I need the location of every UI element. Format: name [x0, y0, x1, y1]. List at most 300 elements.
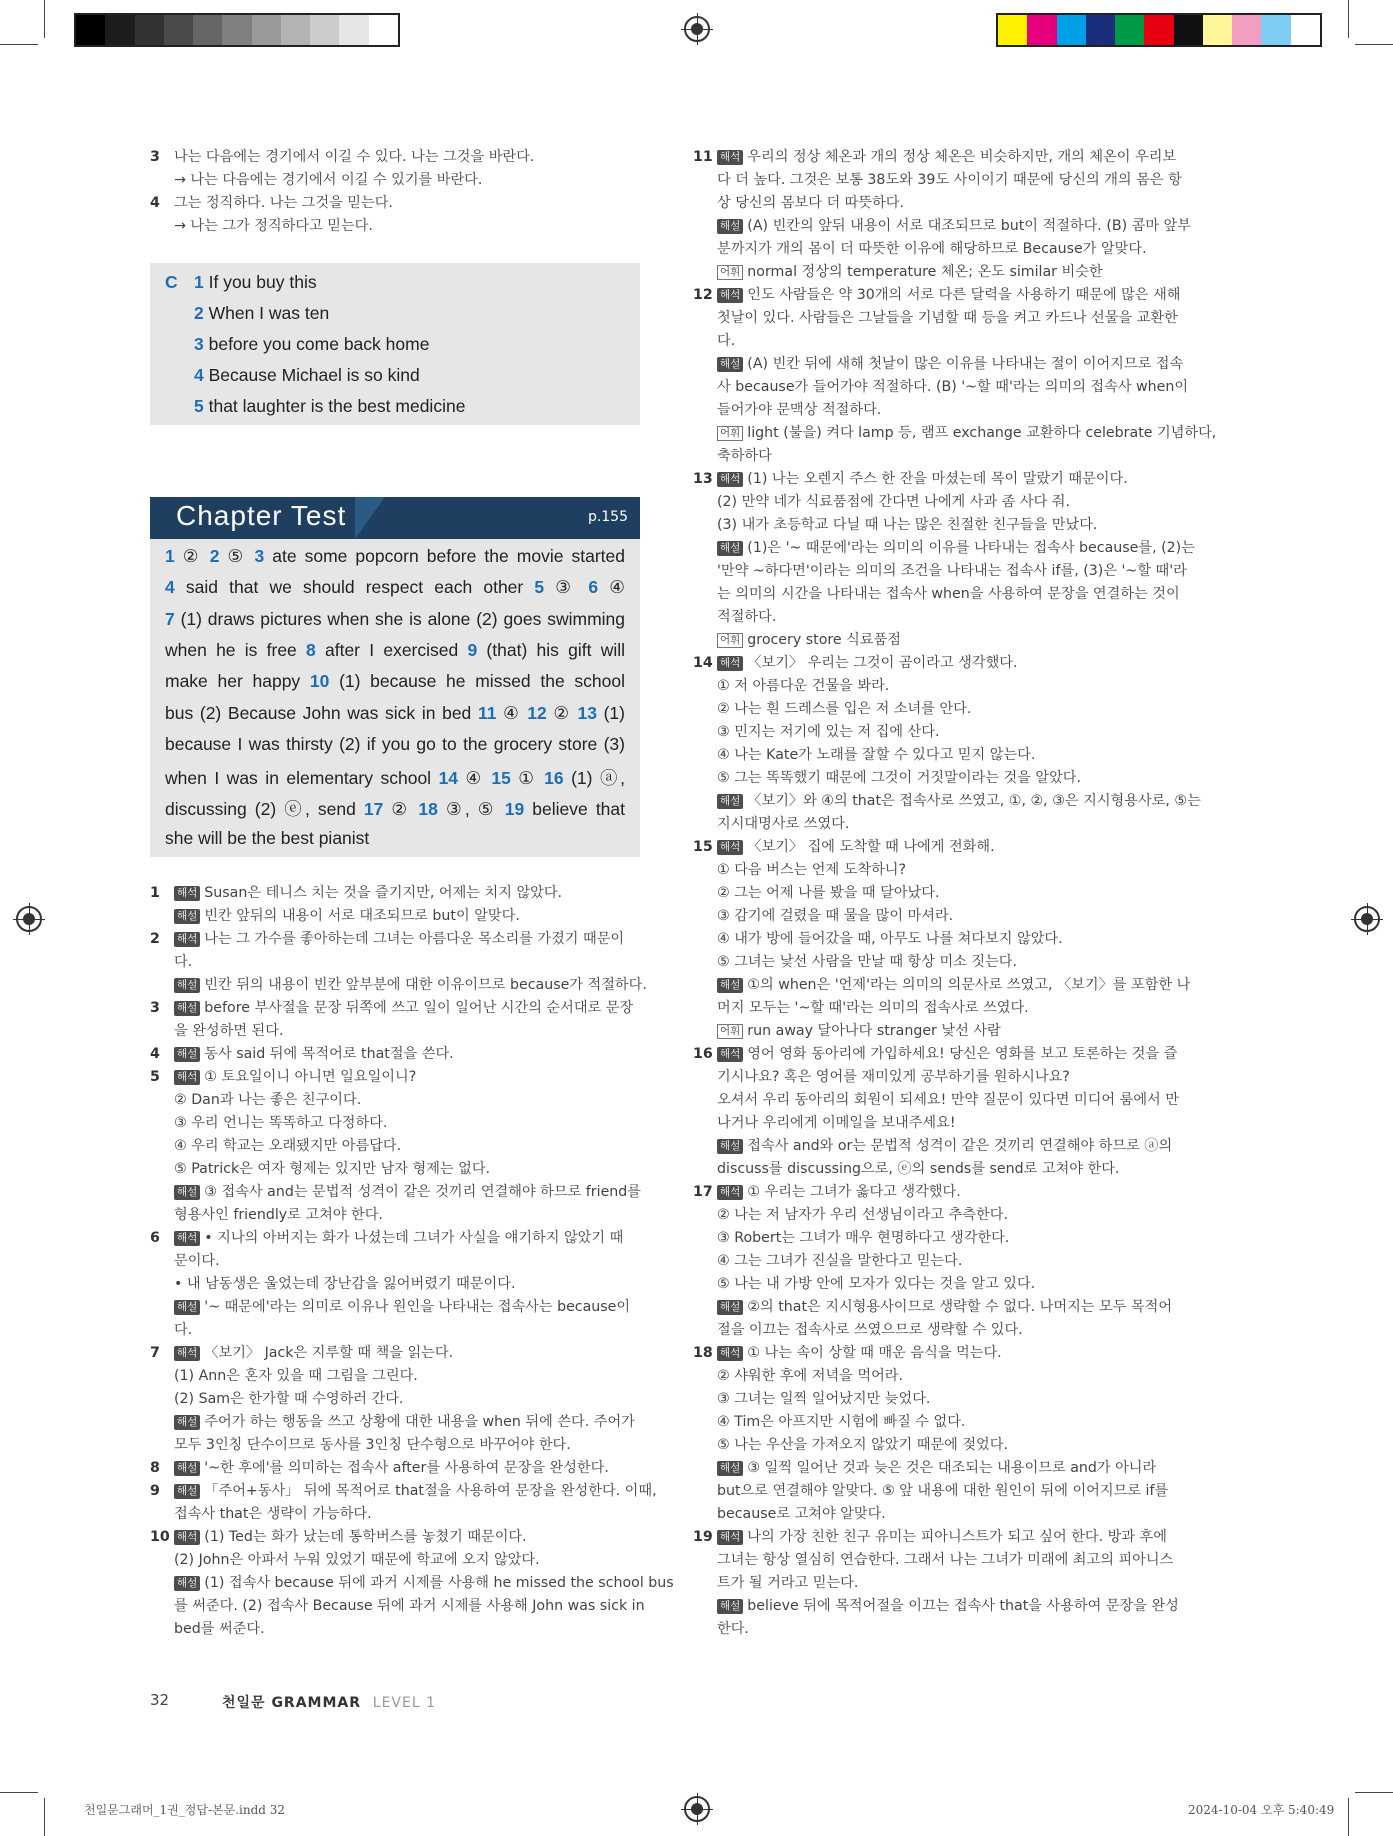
- answer-number: 9: [467, 639, 478, 660]
- line-text: 나의 가장 친한 친구 유미는 피아니스트가 되고 싶어 한다. 방과 후에: [747, 1529, 1167, 1545]
- section-c-item: [194, 303, 329, 324]
- explanation-line: [693, 675, 1193, 698]
- explanation-line: [150, 1342, 640, 1365]
- explanation-line: [693, 514, 1193, 537]
- explanation-line: [693, 353, 1193, 376]
- explanation-line: [693, 652, 1193, 675]
- explanation-line: [693, 767, 1193, 790]
- item-number: 12: [693, 287, 713, 303]
- explanation-line: [150, 1066, 640, 1089]
- line-text: ④ 내가 방에 들어갔을 때, 아무도 나를 쳐다보지 않았다.: [717, 931, 1063, 947]
- translation-tag: 해석: [717, 1346, 743, 1361]
- line-text: ① 나는 속이 상할 때 매운 음식을 먹는다.: [747, 1345, 1002, 1361]
- explanation-tag: 해설: [717, 794, 743, 809]
- item-number: 15: [693, 839, 713, 855]
- crop-mark: [44, 0, 45, 38]
- explanation-line: [150, 974, 647, 997]
- explanation-line: [693, 1319, 1193, 1342]
- line-text: (3) 내가 초등학교 다닐 때 나는 많은 친절한 친구들을 만났다.: [717, 517, 1098, 533]
- section-c-item: [194, 396, 465, 417]
- line-text: normal 정상의 temperature 체온; 온도 similar 비슷한: [747, 264, 1103, 280]
- line-text: 문이다.: [174, 1253, 220, 1269]
- chapter-test-answers: [150, 539, 640, 857]
- item-text: When I was ten: [208, 303, 330, 323]
- item-number: 14: [693, 655, 713, 671]
- line-text: ④ 나는 Kate가 노래를 잘할 수 있다고 믿지 않는다.: [717, 747, 1036, 763]
- explanation-line: [693, 859, 1193, 882]
- explanation-tag: 해설: [174, 1300, 200, 1315]
- translation-tag: 해석: [717, 150, 743, 165]
- answer-number: 1: [165, 546, 175, 566]
- explanation-tag: 해설: [174, 1484, 200, 1499]
- line-text: bed를 써준다.: [174, 1621, 265, 1637]
- explanation-tag: 해설: [717, 1599, 743, 1614]
- explanation-line: [693, 1411, 1193, 1434]
- explanation-tag: 해설: [174, 909, 200, 924]
- explanation-line: [693, 1526, 1193, 1549]
- explanation-line: [150, 1112, 640, 1135]
- item-number: 5: [194, 396, 204, 416]
- line-text: 모두 3인칭 단수이므로 동사를 3인칭 단수형으로 바꾸어야 한다.: [174, 1437, 571, 1453]
- line-text: ① 토요일이니 아니면 일요일이니?: [204, 1069, 417, 1085]
- item-number: 4: [194, 365, 204, 385]
- explanation-line: [150, 1411, 640, 1434]
- explanation-line: [150, 1549, 640, 1572]
- explanation-line: [693, 1066, 1193, 1089]
- item-number: 2: [150, 931, 160, 947]
- line-text: 나거나 우리에게 이메일을 보내주세요!: [717, 1115, 956, 1131]
- line-text: 영어 영화 동아리에 가입하세요! 당신은 영화를 보고 토론하는 것을 즐: [747, 1046, 1178, 1062]
- registration-mark-icon: [1354, 906, 1380, 932]
- chapter-test-line: because I was thirsty (2) if you go to the grocery store (3): [165, 733, 625, 754]
- explanation-line: [150, 1043, 640, 1066]
- explanation-line: [693, 1043, 1193, 1066]
- explanation-line: [693, 1618, 1193, 1641]
- explanation-line: [693, 1181, 1193, 1204]
- explanation-line: [150, 1020, 640, 1043]
- explanation-line: [693, 744, 1193, 767]
- translation-tag: 해석: [717, 656, 743, 671]
- explanation-line: [693, 1112, 1193, 1135]
- item-number: 19: [693, 1529, 713, 1545]
- line-text: 지시대명사로 쓰였다.: [717, 816, 850, 832]
- explanation-line: [693, 1342, 1193, 1365]
- explanation-line: [150, 1089, 640, 1112]
- crop-mark: [0, 1792, 38, 1793]
- line-text: 「주어+동사」 뒤에 목적어로 that절을 사용하여 문장을 완성한다. 이때,: [204, 1483, 657, 1499]
- explanation-tag: 해설: [717, 541, 743, 556]
- explanation-line: [693, 422, 1217, 445]
- translation-tag: 해석: [717, 840, 743, 855]
- translation-tag: 해석: [174, 932, 200, 947]
- line-text: discuss를 discussing으로, ⓔ의 sends를 send로 고쳐야 한다.: [717, 1161, 1120, 1177]
- line-text: 빈칸 앞뒤의 내용이 서로 대조되므로 but이 알맞다.: [204, 908, 520, 924]
- vocabulary-tag: 어휘: [717, 1024, 743, 1039]
- line-text: (1) 나는 오렌지 주스 한 잔을 마셨는데 목이 말랐기 때문이다.: [747, 471, 1128, 487]
- section-c-item: [194, 334, 429, 355]
- crop-mark: [1355, 44, 1393, 45]
- explanation-line: [693, 1273, 1193, 1296]
- line-text: • 지나의 아버지는 화가 나셨는데 그녀가 사실을 얘기하지 않았기 때: [204, 1230, 624, 1246]
- explanation-line: [693, 836, 1193, 859]
- line-text: 적절하다.: [717, 609, 777, 625]
- explanation-line: [693, 1595, 1193, 1618]
- crop-mark: [0, 44, 38, 45]
- line-text: 절을 이끄는 접속사로 쓰였으므로 생략할 수 있다.: [717, 1322, 1023, 1338]
- registration-mark-icon: [684, 1796, 710, 1822]
- explanation-line: [693, 169, 1193, 192]
- line-text: 다.: [174, 1322, 193, 1338]
- item-number: 13: [693, 471, 713, 487]
- explanation-line: [693, 1365, 1193, 1388]
- item-number: 2: [194, 303, 204, 323]
- line-text: ② 샤워한 후에 저녁을 먹어라.: [717, 1368, 904, 1384]
- line-text: (1) Ann은 혼자 있을 때 그림을 그린다.: [174, 1368, 418, 1384]
- explanation-line: [693, 238, 1193, 261]
- explanation-line: [150, 1135, 640, 1158]
- explanation-line: [693, 928, 1193, 951]
- line-text: 오셔서 우리 동아리의 회원이 되세요! 만약 질문이 있다면 미디어 룸에서 만: [717, 1092, 1179, 1108]
- explanation-tag: 해설: [717, 357, 743, 372]
- explanation-line: [693, 1549, 1193, 1572]
- item-number: 16: [693, 1046, 713, 1062]
- line-text: 을 완성하면 된다.: [174, 1023, 284, 1039]
- answer-line: [150, 215, 640, 238]
- line-text: grocery store 식료품점: [747, 632, 901, 648]
- line-text: 〈보기〉 집에 도착할 때 나에게 전화해.: [747, 839, 995, 855]
- line-text: 머지 모두는 '~할 때'라는 의미의 접속사로 쓰였다.: [717, 1000, 1029, 1016]
- answer-number: 15: [491, 768, 511, 789]
- explanation-tag: 해설: [717, 1300, 743, 1315]
- item-number: 4: [150, 195, 160, 211]
- item-number: 18: [693, 1345, 713, 1361]
- line-text: run away 달아나다 stranger 낯선 사람: [747, 1023, 1001, 1039]
- line-text: 빈칸 뒤의 내용이 빈칸 앞부분에 대한 이유이므로 because가 적절하다.: [204, 977, 647, 993]
- explanation-tag: 해설: [174, 1576, 200, 1591]
- explanation-line: [150, 1595, 645, 1618]
- explanation-line: [693, 376, 1193, 399]
- line-text: 한다.: [717, 1621, 749, 1637]
- item-number: 11: [693, 149, 713, 165]
- explanation-line: [693, 882, 1193, 905]
- chapter-test-page-ref: p.155: [587, 509, 628, 525]
- line-text: 나는 그 가수를 좋아하는데 그녀는 아름다운 목소리를 가졌기 때문이: [204, 931, 625, 947]
- line-text: ③ 일찍 일어난 것과 늦은 것은 대조되는 내용이므로 and가 아니라: [747, 1460, 1157, 1476]
- chapter-test-line: when I was in elementary school 14 ④ 15 ① 16 (1) ⓐ,: [165, 768, 625, 789]
- line-text: ③ 민지는 저기에 있는 저 집에 산다.: [717, 724, 940, 740]
- vocabulary-tag: 어휘: [717, 426, 743, 441]
- explanation-line: [693, 1296, 1193, 1319]
- line-text: ②의 that은 지시형용사이므로 생략할 수 없다. 나머지는 모두 목적어: [747, 1299, 1173, 1315]
- line-text: (1) Ted는 화가 났는데 통학버스를 놓쳤기 때문이다.: [204, 1529, 527, 1545]
- item-number: 5: [150, 1069, 160, 1085]
- translation-tag: 해석: [717, 472, 743, 487]
- answer-number: 5: [534, 577, 545, 598]
- line-text: 다.: [174, 954, 193, 970]
- explanation-tag: 해설: [717, 1461, 743, 1476]
- line-text: ⑤ 나는 우산을 가져오지 않았기 때문에 젖었다.: [717, 1437, 1008, 1453]
- line-text: (1) 접속사 because 뒤에 과거 시제를 사용해 he missed the school bus: [204, 1575, 674, 1591]
- explanation-line: [693, 537, 1193, 560]
- line-text: ⑤ 나는 내 가방 안에 모자가 있다는 것을 알고 있다.: [717, 1276, 1036, 1292]
- explanation-tag: 해설: [717, 978, 743, 993]
- answer-number: 13: [577, 702, 597, 723]
- explanation-line: [150, 951, 640, 974]
- answer-number: 14: [438, 768, 459, 789]
- line-text: (2) Sam은 한가할 때 수영하러 간다.: [174, 1391, 404, 1407]
- chapter-test-line: 1 ② 2 ⑤ 3 ate some popcorn before the movie started: [165, 546, 626, 566]
- explanation-tag: 해설: [717, 1139, 743, 1154]
- line-text: 〈보기〉와 ④의 that은 접속사로 쓰였고, ①, ②, ③은 지시형용사로, ⑤는: [747, 793, 1201, 809]
- explanation-line: [693, 261, 1193, 284]
- answer-line: [150, 192, 640, 215]
- explanation-line: [693, 1503, 1193, 1526]
- explanation-line: [150, 1319, 640, 1342]
- crop-mark: [1348, 1798, 1349, 1836]
- line-text: '~ 때문에'라는 의미로 이유나 원인을 나타내는 접속사는 because이: [204, 1299, 631, 1315]
- explanation-line: [150, 905, 640, 928]
- line-text: (A) 빈칸의 앞뒤 내용이 서로 대조되므로 but이 적절하다. (B) 콤마 앞부: [747, 218, 1191, 234]
- item-number: 4: [150, 1046, 160, 1062]
- chapter-test-line: make her happy 10 (1) because he missed the school: [165, 671, 625, 692]
- explanation-line: [150, 1434, 640, 1457]
- exercise-b-answers: [150, 146, 640, 238]
- line-text: (2) 만약 네가 식료품점에 간다면 나에게 사과 좀 사다 줘.: [717, 494, 1071, 510]
- translation-tag: 해석: [717, 1185, 743, 1200]
- item-text: If you buy this: [208, 272, 317, 292]
- line-text: ④ 우리 학교는 오래됐지만 아름답다.: [174, 1138, 402, 1154]
- item-number: 1: [150, 885, 160, 901]
- section-c-item: [194, 365, 420, 386]
- chapter-test-line: 7 (1) draws pictures when she is alone (2) goes swimming: [165, 608, 625, 629]
- line-text: 〈보기〉 Jack은 지루할 때 책을 읽는다.: [204, 1345, 454, 1361]
- line-text: ④ 그는 그녀가 진실을 말한다고 믿는다.: [717, 1253, 963, 1269]
- item-number: 6: [150, 1230, 160, 1246]
- explanation-line: [693, 1457, 1193, 1480]
- answer-number: 4: [165, 577, 175, 598]
- explanation-line: [693, 560, 1193, 583]
- explanation-tag: 해설: [174, 1185, 200, 1200]
- explanation-line: [693, 1388, 1193, 1411]
- line-text: (A) 빈칸 뒤에 새해 첫날이 많은 이유를 나타내는 절이 이어지므로 접속: [747, 356, 1184, 372]
- explanation-line: [693, 468, 1193, 491]
- explanation-line: [693, 1204, 1193, 1227]
- slug-date: 2024-10-04 오후 5:40:49: [1188, 1803, 1335, 1817]
- line-text: '~한 후에'를 의미하는 접속사 after를 사용하여 문장을 완성한다.: [204, 1460, 609, 1476]
- line-text: ③ 그녀는 일찍 일어났지만 늦었다.: [717, 1391, 931, 1407]
- line-text: → 나는 다음에는 경기에서 이길 수 있기를 바란다.: [174, 172, 483, 188]
- explanation-line: [693, 905, 1193, 928]
- explanation-line: [693, 1158, 1193, 1181]
- explanation-line: [693, 192, 1193, 215]
- line-text: 주어가 하는 행동을 쓰고 상황에 대한 내용을 when 뒤에 쓴다. 주어가: [204, 1414, 635, 1430]
- line-text: 그는 정직하다. 나는 그것을 믿는다.: [174, 195, 393, 211]
- explanation-line: [150, 1572, 674, 1595]
- explanation-line: [693, 951, 1193, 974]
- page-number: 32: [150, 1691, 170, 1709]
- line-text: 인도 사람들은 약 30개의 서로 다른 달력을 사용하기 때문에 많은 새해: [747, 287, 1181, 303]
- answer-number: 18: [418, 799, 438, 820]
- line-text: 〈보기〉 우리는 그것이 곰이라고 생각했다.: [747, 655, 1018, 671]
- line-text: ①의 when은 '언제'라는 의미의 의문사로 쓰였고, 〈보기〉를 포함한 나: [747, 977, 1191, 993]
- answer-number: 12: [527, 702, 547, 723]
- explanation-line: [150, 1480, 657, 1503]
- answer-number: 16: [544, 768, 564, 789]
- explanation-line: [693, 445, 1193, 468]
- translation-tag: 해석: [174, 886, 200, 901]
- line-text: light (불을) 켜다 lamp 등, 램프 exchange 교환하다 celebrate 기념하다,: [747, 425, 1217, 441]
- explanation-line: [150, 1457, 640, 1480]
- explanation-tag: 해설: [174, 1415, 200, 1430]
- answer-line: [150, 169, 640, 192]
- line-text: 형용사인 friendly로 고쳐야 한다.: [174, 1207, 383, 1223]
- item-number: 8: [150, 1460, 160, 1476]
- item-text: that laughter is the best medicine: [208, 396, 466, 416]
- answer-number: 2: [209, 546, 220, 566]
- line-text: ① 저 아름다운 건물을 봐라.: [717, 678, 890, 694]
- answer-number: 17: [363, 799, 384, 820]
- line-text: 나는 다음에는 경기에서 이길 수 있다. 나는 그것을 바란다.: [174, 149, 535, 165]
- translation-tag: 해석: [174, 1346, 200, 1361]
- line-text: ① 우리는 그녀가 옳다고 생각했다.: [747, 1184, 961, 1200]
- line-text: 첫날이 있다. 사람들은 그날들을 기념할 때 등을 켜고 카드나 선물을 교환한: [717, 310, 1178, 326]
- line-text: 들어가야 문맥상 적절하다.: [717, 402, 882, 418]
- line-text: → 나는 그가 정직하다고 믿는다.: [174, 218, 373, 234]
- explanation-line: [693, 399, 1193, 422]
- vocabulary-tag: 어휘: [717, 633, 743, 648]
- line-text: (2) John은 아파서 누워 있었기 때문에 학교에 오지 않았다.: [174, 1552, 540, 1568]
- translation-tag: 해석: [174, 1231, 200, 1246]
- translation-tag: 해석: [717, 288, 743, 303]
- explanation-line: [150, 1273, 640, 1296]
- line-text: ⑤ 그는 똑똑했기 때문에 그것이 거짓말이라는 것을 알았다.: [717, 770, 1082, 786]
- explanation-line: [150, 1526, 640, 1549]
- line-text: ⑤ Patrick은 여자 형제는 있지만 남자 형제는 없다.: [174, 1161, 491, 1177]
- explanation-tag: 해설: [174, 978, 200, 993]
- line-text: ② 나는 저 남자가 우리 선생님이라고 추측한다.: [717, 1207, 1008, 1223]
- line-text: • 내 남동생은 울었는데 장난감을 잃어버렸기 때문이다.: [174, 1276, 516, 1292]
- line-text: but으로 연결해야 알맞다. ⑤ 앞 내용에 대한 원인이 뒤에 이어지므로 if를: [717, 1483, 1169, 1499]
- explanation-line: [693, 1434, 1193, 1457]
- line-text: believe 뒤에 목적어절을 이끄는 접속사 that을 사용하여 문장을 완성: [747, 1598, 1179, 1614]
- line-text: 기시나요? 혹은 영어를 재미있게 공부하기를 원하시나요?: [717, 1069, 1070, 1085]
- chapter-test-title: Chapter Test: [176, 500, 347, 531]
- line-text: '만약 ~하다면'이라는 의미의 조건을 나타내는 접속사 if를, (3)은 '~할 때'라: [717, 563, 1187, 579]
- line-text: 접속사 that은 생략이 가능하다.: [174, 1506, 372, 1522]
- item-number: 3: [150, 1000, 160, 1016]
- line-text: ③ 접속사 and는 문법적 성격이 같은 것끼리 연결해야 하므로 friend를: [204, 1184, 642, 1200]
- explanation-line: [150, 1296, 640, 1319]
- translation-tag: 해석: [174, 1530, 200, 1545]
- answer-number: 8: [306, 639, 316, 660]
- explanation-line: [693, 1089, 1193, 1112]
- explanation-line: [693, 1135, 1193, 1158]
- explanation-line: [693, 629, 1193, 652]
- chapter-test-line: 4 said that we should respect each other 5 ③ 6 ④: [165, 577, 625, 598]
- explanation-line: [150, 1365, 640, 1388]
- explanation-line: [150, 1204, 640, 1227]
- explanation-tag: 해설: [174, 1001, 200, 1016]
- explanation-line: [150, 1618, 640, 1641]
- explanation-line: [693, 284, 1193, 307]
- explanation-line: [693, 606, 1193, 629]
- line-text: before 부사절을 문장 뒤쪽에 쓰고 일이 일어난 시간의 순서대로 문장: [204, 1000, 634, 1016]
- line-text: ③ 감기에 걸렸을 때 물을 많이 마셔라.: [717, 908, 954, 924]
- explanation-tag: 해설: [174, 1461, 200, 1476]
- explanation-line: [150, 1388, 640, 1411]
- explanation-line: [693, 1250, 1193, 1273]
- explanation-line: [693, 330, 1193, 353]
- color-bar: [996, 13, 1322, 47]
- chapter-test-line: she will be the best pianist: [165, 827, 370, 848]
- book-title: 천일문 GRAMMAR LEVEL 1: [222, 1695, 437, 1711]
- line-text: ③ 우리 언니는 똑똑하고 다정하다.: [174, 1115, 388, 1131]
- line-text: ⑤ 그녀는 낯선 사람을 만날 때 항상 미소 짓는다.: [717, 954, 1018, 970]
- line-text: 다 더 높다. 그것은 보통 38도와 39도 사이이기 때문에 당신의 개의 몸은 항: [717, 172, 1182, 188]
- line-text: ② Dan과 나는 좋은 친구이다.: [174, 1092, 362, 1108]
- line-text: 사 because가 들어가야 적절하다. (B) '~할 때'라는 의미의 접속사 when이: [717, 379, 1189, 395]
- line-text: 트가 될 거라고 믿는다.: [717, 1575, 859, 1591]
- crop-mark: [1355, 1792, 1393, 1793]
- registration-mark-icon: [16, 906, 42, 932]
- item-number: 10: [150, 1529, 170, 1545]
- explanation-line: [150, 1158, 640, 1181]
- answer-number: 10: [309, 671, 330, 692]
- section-c-label: C: [165, 272, 178, 292]
- line-text: 는 의미의 시간을 나타내는 접속사 when을 사용하여 문장을 연결하는 것이: [717, 586, 1180, 602]
- answer-number: 19: [504, 799, 525, 820]
- translation-tag: 해석: [174, 1070, 200, 1085]
- item-number: 1: [194, 272, 204, 292]
- explanation-line: [693, 1020, 1193, 1043]
- slug-filename: 천일문그래머_1권_정답-본문.indd 32: [84, 1803, 286, 1817]
- grayscale-bar: [74, 13, 400, 47]
- section-c-box: [150, 263, 640, 425]
- line-text: 를 써준다. (2) 접속사 Because 뒤에 과거 시제를 사용해 John was sick in: [174, 1598, 645, 1614]
- line-text: 다.: [717, 333, 736, 349]
- line-text: 분까지가 개의 몸이 더 따뜻한 이유에 해당하므로 Because가 알맞다.: [717, 241, 1147, 257]
- explanation-line: [150, 882, 640, 905]
- line-text: ③ Robert는 그녀가 매우 현명하다고 생각한다.: [717, 1230, 1010, 1246]
- line-text: (1)은 '~ 때문에'라는 의미의 이유를 나타내는 접속사 because를, (2)는: [747, 540, 1195, 556]
- explanation-line: [693, 974, 1193, 997]
- answer-number: 3: [254, 546, 265, 566]
- explanation-line: [693, 721, 1193, 744]
- line-text: 접속사 and와 or는 문법적 성격이 같은 것끼리 연결해야 하므로 ⓐ의: [747, 1138, 1173, 1154]
- explanation-line: [693, 698, 1193, 721]
- item-number: 9: [150, 1483, 160, 1499]
- item-number: 17: [693, 1184, 713, 1200]
- line-text: because로 고쳐야 알맞다.: [717, 1506, 886, 1522]
- line-text: ② 나는 흰 드레스를 입은 저 소녀를 안다.: [717, 701, 972, 717]
- explanation-line: [693, 1480, 1193, 1503]
- explanation-tag: 해설: [717, 219, 743, 234]
- header-accent: [355, 497, 385, 539]
- line-text: 우리의 정상 체온과 개의 정상 체온은 비슷하지만, 개의 체온이 우리보: [747, 149, 1177, 165]
- item-number: 3: [194, 334, 204, 354]
- item-text: before you come back home: [208, 334, 430, 354]
- explanation-line: [150, 1503, 640, 1526]
- explanation-line: [693, 215, 1193, 238]
- chapter-test-line: when he is free 8 after I exercised 9 (that) his gift will: [165, 639, 625, 660]
- explanation-line: [150, 1181, 640, 1204]
- item-number: 7: [150, 1345, 160, 1361]
- explanation-tag: 해설: [174, 1047, 200, 1062]
- answer-number: 7: [165, 608, 175, 629]
- explanation-line: [693, 491, 1193, 514]
- item-number: 3: [150, 149, 160, 165]
- explanation-line: [693, 997, 1193, 1020]
